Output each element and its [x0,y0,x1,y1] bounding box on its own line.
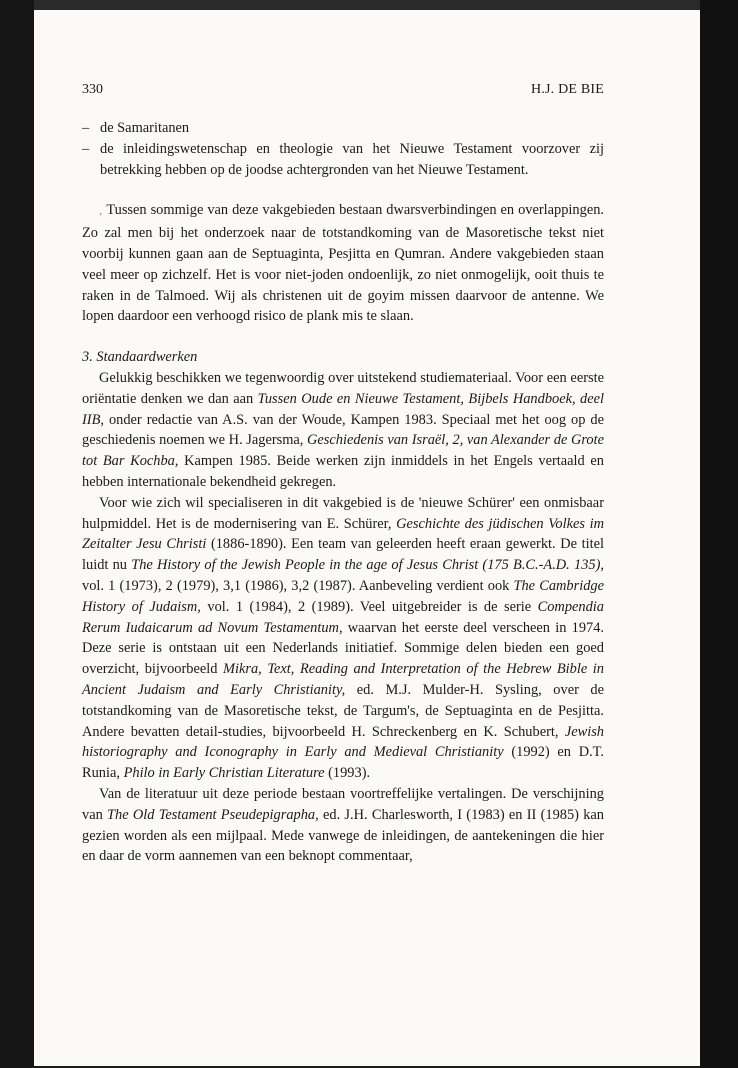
scan-right-border [700,0,738,1068]
scan-left-border [0,0,34,1068]
text-run: Van de literatuur uit deze periode bestaan voortreffelijke vertalingen. De verschijning van [82,785,604,823]
body-text [82,118,604,867]
list-dash: – [82,140,90,157]
topic-list [82,118,604,180]
stray-mark: ‚ [99,206,103,218]
text-run: (1886-1890). Een team van geleerden heeft eraan gewerkt. De titel luidt nu [82,536,604,574]
list-item [82,139,604,181]
text-run: waarvan het eerste deel verscheen in 1974. Deze serie is ontstaan uit een Nederlands initiatief. Sommige delen bieden een goed overzicht, bijvoorbeeld [82,619,604,678]
italic-title: Tussen Oude en Nieuwe Testament, Bijbels Handboek, deel IIB, [82,390,604,428]
italic-title: Compendia Rerum Iudaicarum ad Novum Testamentum, [82,598,604,636]
text-run: vol. 1 (1984), 2 (1989). Veel uitgebreider is de serie [200,598,538,615]
running-head-author: H.J. DE BIE [531,82,604,97]
text-run: ed. J.H. Charlesworth, I (1983) en II (1985) kan gezien worden als een mijlpaal. Mede vanwege de inleidingen, de aantekeningen die hier en daar de vorm aannemen van een beknopt commentaar, [82,806,604,865]
text-run: (1992) en D.T. Runia, [82,744,605,782]
text-run: (1993). [324,765,371,782]
paragraph-translations [82,784,604,867]
italic-title: Geschiedenis van Israël, 2, van Alexander de Grote tot Bar Kochba, [82,432,604,470]
text-run: Voor wie zich wil specialiseren in dit vakgebied is de 'nieuwe Schürer' een onmisbaar hulpmiddel. Het is de modernisering van E. Schürer, [82,494,604,532]
italic-title: Geschichte des jüdischen Volkes im Zeitalter Jesu Christi [82,515,604,553]
page-number: 330 [82,82,103,97]
text-run: Kampen 1985. Beide werken zijn inmiddels in het Engels vertaald en hebben internationale bekendheid gekregen. [82,453,604,490]
section-heading: 3. Standaardwerken [82,349,198,366]
italic-title: The Cambridge History of Judaism, [82,577,604,615]
text-run: onder redactie van A.S. van der Woude, Kampen 1983. Speciaal met het oog op de geschiedenis noemen we H. Jagersma, [82,411,604,449]
italic-title: Jewish historiography and Iconography in Early and Medieval Christianity [82,723,604,761]
italic-title: Philo in Early Christian Literature [123,765,325,782]
paragraph-cross-connections [82,200,604,327]
list-item-text: de Samaritanen [100,120,190,136]
list-item [82,118,604,139]
italic-title: The History of the Jewish People in the age of Jesus Christ (175 B.C.-A.D. 135), [131,557,604,574]
italic-title: Mikra, Text, Reading and Interpretation of the Hebrew Bible in Ancient Judaism and Early Christianity, [82,661,604,698]
italic-title: The Old Testament Pseudepigrapha, [107,806,319,823]
list-item-text: de inleidingswetenschap en theologie van het Nieuwe Testament voorzover zij betrekking hebben op de joodse achtergronden van het Nieuwe Testament. [100,140,604,178]
text-run: vol. 1 (1973), 2 (1979), 3,1 (1986), 3,2 (1987). Aanbeveling verdient ook [82,577,514,594]
paragraph-standard-works [82,368,604,493]
scan-top-border [0,0,738,10]
paragraph-schurer [82,493,604,784]
list-dash: – [82,120,90,136]
text-run: Gelukkig beschikken we tegenwoordig over uitstekend studiemateriaal. Voor een eerste oriëntatie denken we dan aan [82,369,604,407]
paragraph-text: Tussen sommige van deze vakgebieden bestaan dwarsverbindingen en overlappingen. Zo zal men bij het onderzoek naar de totstandkoming van de Masoretische tekst niet voorbij kunnen gaan aan de Septuaginta, Pesjitta en Qumran. Andere vakgebieden staan veel meer op zichzelf. Het is voor niet-joden ondoenlijk, zo niet onmogelijk, ooit thuis te raken in de Talmoed. Wij als christenen uit de goyim missen daarvoor de antenne. We lopen daardoor een verhoogd risico de plank mis te slaan. [82,202,604,325]
text-run: ed. M.J. Mulder-H. Sysling, over de totstandkoming van de Masoretische tekst, de Targum's, de Septuaginta en de Pesjitta. Andere bevatten detail-studies, bijvoorbeeld H. Schreckenberg en K. Schubert, [82,681,604,740]
